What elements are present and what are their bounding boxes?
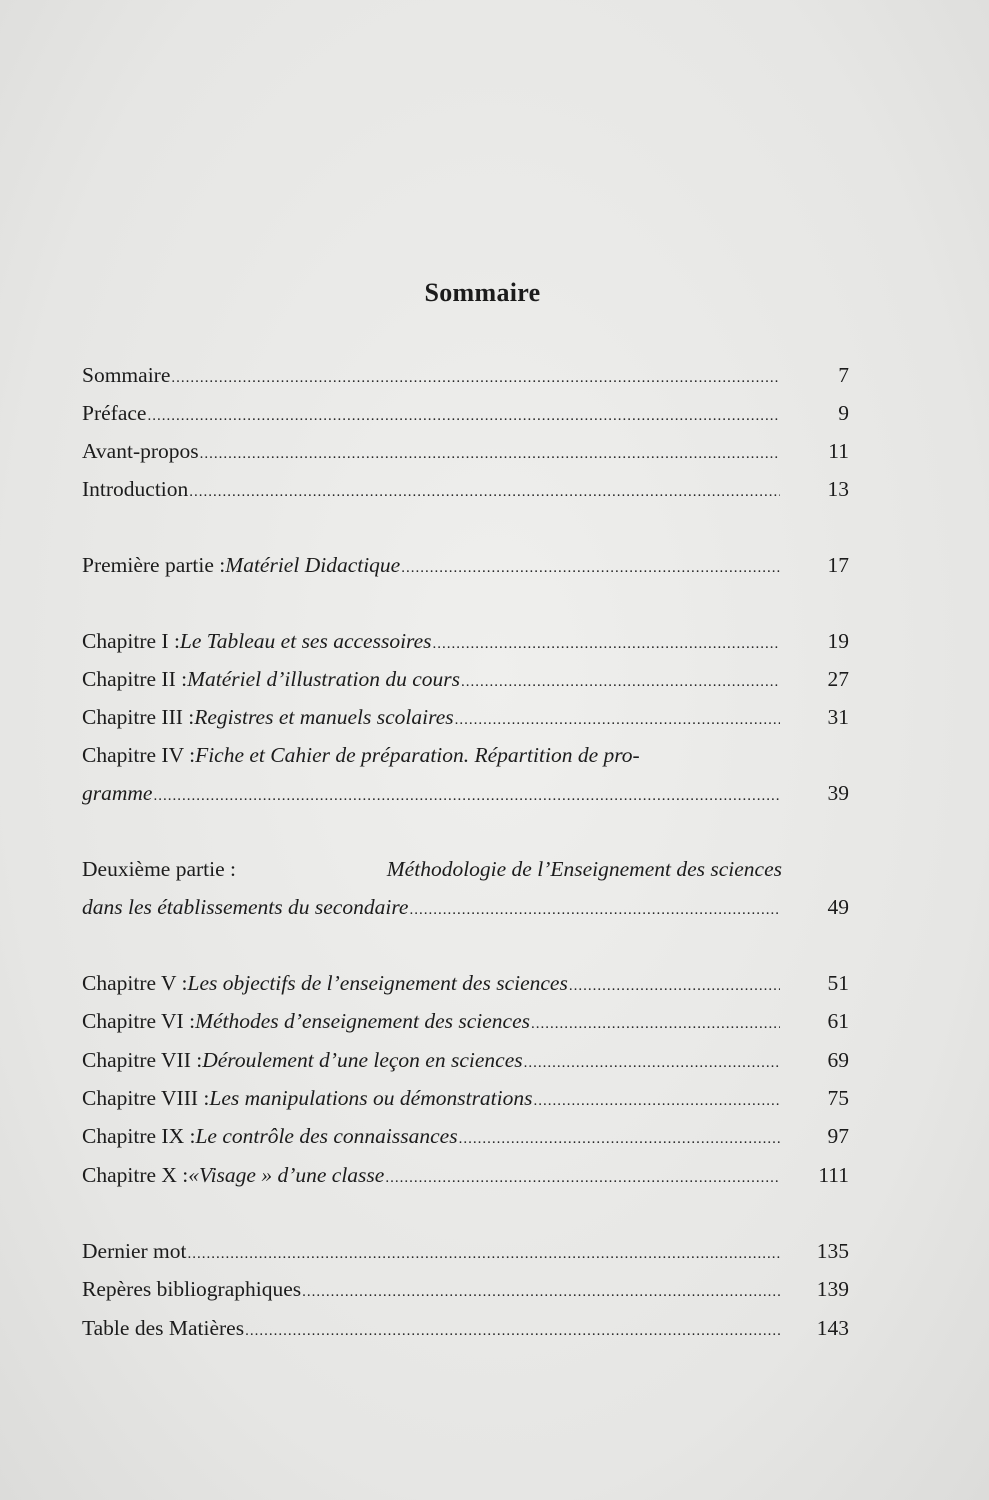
toc-entry-label: Repères bibliographiques bbox=[82, 1277, 302, 1301]
dot-leader bbox=[189, 477, 780, 507]
toc-entry[interactable] bbox=[82, 968, 857, 998]
toc-entry[interactable] bbox=[82, 702, 857, 732]
dot-leader bbox=[534, 1086, 781, 1116]
toc-entry-text bbox=[82, 360, 782, 393]
toc-page-number: 9 bbox=[838, 401, 849, 425]
toc-entry-label: Préface bbox=[82, 401, 147, 425]
toc-page-number: 49 bbox=[827, 895, 849, 919]
toc-entry-title: «Visage » d’une classe bbox=[188, 1163, 385, 1187]
toc-entry[interactable] bbox=[82, 474, 857, 504]
toc-entry-label: Chapitre VIII : bbox=[82, 1086, 210, 1110]
toc-entry-label: Chapitre X : bbox=[82, 1163, 189, 1187]
toc-entry[interactable] bbox=[82, 1274, 857, 1304]
toc-entry[interactable] bbox=[82, 1160, 857, 1190]
toc-entry-text bbox=[82, 664, 782, 697]
toc-page-number: 75 bbox=[827, 1086, 849, 1110]
toc-entry-text bbox=[82, 892, 782, 925]
toc-page-number: 139 bbox=[816, 1277, 849, 1301]
dot-leader bbox=[200, 439, 780, 469]
toc-entry[interactable] bbox=[82, 360, 857, 390]
toc-page-number: 61 bbox=[827, 1009, 849, 1033]
toc-entry[interactable] bbox=[82, 778, 857, 808]
dot-leader bbox=[147, 401, 780, 431]
toc-entry-text bbox=[82, 1045, 782, 1078]
dot-leader bbox=[171, 363, 780, 393]
dot-leader bbox=[524, 1048, 780, 1078]
toc-page-number: 31 bbox=[827, 705, 849, 729]
toc-entry-title: Méthodes d’enseignement des sciences bbox=[195, 1009, 530, 1033]
toc-entry-label: Première partie : bbox=[82, 553, 226, 577]
dot-leader bbox=[302, 1277, 780, 1307]
dot-leader bbox=[455, 705, 780, 735]
toc-entry-title: Le Tableau et ses accessoires bbox=[179, 629, 432, 653]
toc-entry-text bbox=[82, 1313, 782, 1346]
toc-entry-text bbox=[82, 474, 782, 507]
toc-entry-text bbox=[82, 968, 782, 1001]
toc-page-number: 39 bbox=[827, 781, 849, 805]
toc-entry-label: Introduction bbox=[82, 477, 189, 501]
dot-leader bbox=[401, 553, 780, 583]
toc-page-number: 11 bbox=[828, 439, 849, 463]
toc-entry-title: Fiche et Cahier de préparation. Répartition de pro- bbox=[195, 743, 640, 767]
toc-page-number: 19 bbox=[827, 629, 849, 653]
dot-leader bbox=[459, 1124, 780, 1154]
toc-entry-first-line bbox=[82, 740, 782, 770]
toc-entry[interactable] bbox=[82, 1083, 857, 1113]
toc-entry-title: Registres et manuels scolaires bbox=[194, 705, 454, 729]
dot-leader bbox=[187, 1239, 780, 1269]
dot-leader bbox=[433, 629, 780, 659]
toc-entry-title-continued: gramme bbox=[82, 781, 153, 805]
toc-entry-first-line bbox=[82, 854, 782, 884]
toc-entry-label: Deuxième partie : bbox=[82, 857, 237, 881]
toc-entry-title: Les manipulations ou démonstrations bbox=[209, 1086, 533, 1110]
toc-entry-title: Les objectifs de l’enseignement des sciences bbox=[187, 971, 568, 995]
toc-entry-title: Matériel Didactique bbox=[225, 553, 401, 577]
toc-entry[interactable] bbox=[82, 892, 857, 922]
toc-entry-label: Chapitre I : bbox=[82, 629, 180, 653]
toc-entry-text bbox=[82, 1160, 782, 1193]
toc-entry-label: Sommaire bbox=[82, 363, 171, 387]
toc-page-number: 135 bbox=[816, 1239, 849, 1263]
toc-entry-label: Chapitre VI : bbox=[82, 1009, 196, 1033]
page-title: Sommaire bbox=[424, 278, 541, 307]
toc-page-number: 13 bbox=[827, 477, 849, 501]
toc-entry-label: Chapitre IV : bbox=[82, 743, 196, 767]
toc-entry-title-continued: dans les établissements du secondaire bbox=[82, 895, 409, 919]
dot-leader bbox=[409, 895, 780, 925]
toc-entry-label: Table des Matières bbox=[82, 1316, 245, 1340]
toc-entry-text bbox=[82, 1236, 782, 1269]
toc-page-number: 7 bbox=[838, 363, 849, 387]
toc-entry-text bbox=[82, 550, 782, 583]
toc-page-number: 111 bbox=[818, 1163, 849, 1187]
toc-entry-title: Le contrôle des connaissances bbox=[195, 1124, 458, 1148]
toc-entry-text bbox=[82, 398, 782, 431]
toc-entry-text bbox=[82, 1274, 782, 1307]
dot-leader bbox=[531, 1009, 780, 1039]
toc-entry-text bbox=[82, 778, 782, 811]
toc-entry[interactable] bbox=[82, 398, 857, 428]
toc-page-number: 51 bbox=[827, 971, 849, 995]
toc-entry[interactable] bbox=[82, 1121, 857, 1151]
toc-entry-title: Déroulement d’une leçon en sciences bbox=[202, 1048, 523, 1072]
toc-entry-text bbox=[82, 436, 782, 469]
toc-page-number: 143 bbox=[816, 1316, 849, 1340]
dot-leader bbox=[245, 1316, 780, 1346]
toc-entry[interactable] bbox=[82, 1045, 857, 1075]
toc-entry-label: Chapitre V : bbox=[82, 971, 188, 995]
toc-entry-text bbox=[82, 1006, 782, 1039]
toc-entry-label: Chapitre III : bbox=[82, 705, 195, 729]
toc-entry-label: Chapitre IX : bbox=[82, 1124, 196, 1148]
dot-leader bbox=[385, 1163, 780, 1193]
toc-entry[interactable] bbox=[82, 1236, 857, 1266]
toc-entry-text bbox=[82, 1083, 782, 1116]
toc-entry-title: Matériel d’illustration du cours bbox=[187, 667, 460, 691]
toc-entry-line bbox=[82, 854, 857, 884]
toc-page-number: 17 bbox=[827, 553, 849, 577]
toc-entry[interactable] bbox=[82, 436, 857, 466]
toc-entry-text bbox=[82, 626, 782, 659]
dot-leader bbox=[461, 667, 780, 697]
toc-entry-label: Chapitre VII : bbox=[82, 1048, 203, 1072]
toc-entry[interactable] bbox=[82, 1006, 857, 1036]
toc-entry-text bbox=[82, 702, 782, 735]
toc-page-number: 97 bbox=[827, 1124, 849, 1148]
toc-entry-label: Chapitre II : bbox=[82, 667, 188, 691]
toc-entry[interactable] bbox=[82, 626, 857, 656]
toc-entry[interactable] bbox=[82, 550, 857, 580]
toc-entry[interactable] bbox=[82, 1313, 857, 1343]
dot-leader bbox=[569, 971, 780, 1001]
toc-page-number: 27 bbox=[827, 667, 849, 691]
toc-page-number: 69 bbox=[827, 1048, 849, 1072]
toc-entry[interactable] bbox=[82, 664, 857, 694]
toc-entry-title: Méthodologie de l’Enseignement des sciences bbox=[386, 857, 782, 881]
toc-entry-label: Avant-propos bbox=[82, 439, 199, 463]
toc-entry-line bbox=[82, 740, 857, 770]
dot-leader bbox=[153, 781, 780, 811]
toc-entry-text bbox=[82, 1121, 782, 1154]
toc-entry-label: Dernier mot bbox=[82, 1239, 187, 1263]
